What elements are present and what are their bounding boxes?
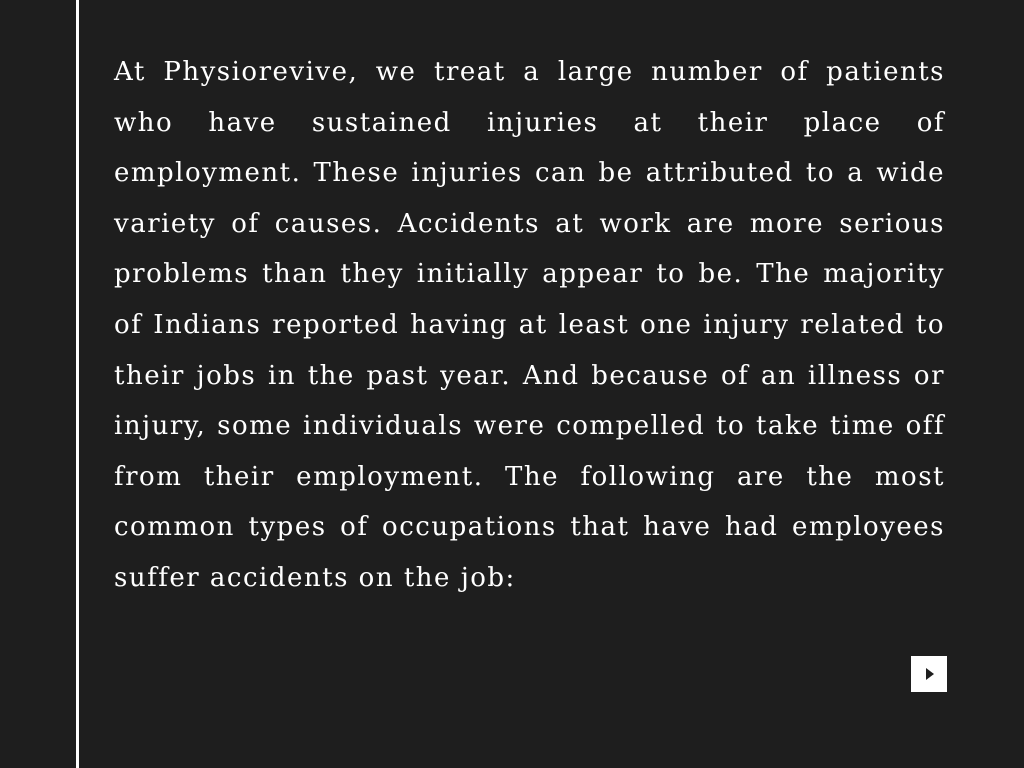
next-slide-button[interactable] — [911, 656, 947, 692]
slide-body-paragraph: At Physiorevive, we treat a large number of patients who have sustained injuries at their place of employment. These injuries can be attributed to a wide variety of causes. Accidents at work are more serious problems than they initially appear to be. The majority of Indians reported having at least one injury related to their jobs in the past year. And because of an illness or injury, some individuals were compelled to take time off from their employment. The following are the most common types of occupations that have had employees suffer accidents on the job: — [114, 57, 945, 593]
vertical-divider-line — [76, 0, 79, 768]
play-triangle-icon — [926, 668, 934, 680]
